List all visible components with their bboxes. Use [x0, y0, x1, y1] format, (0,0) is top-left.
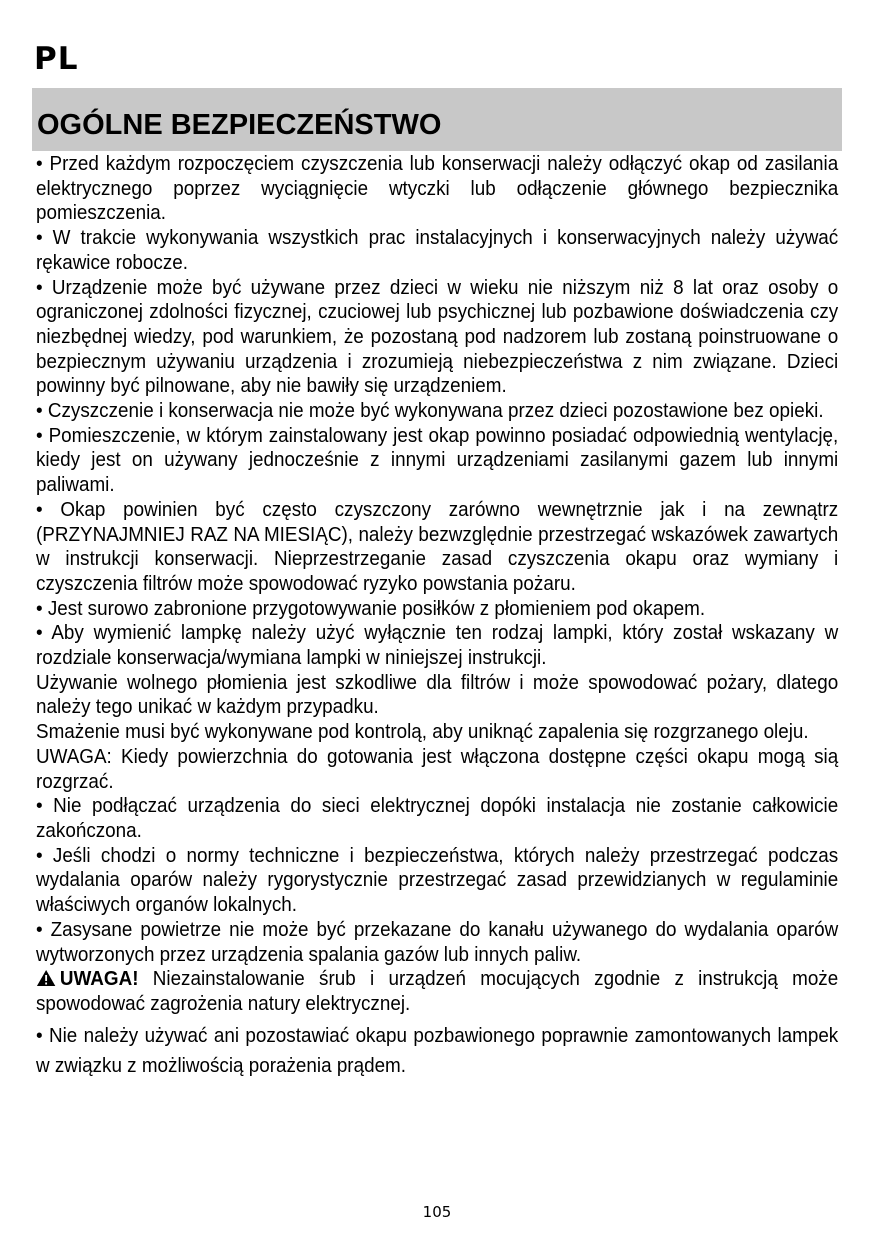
paragraph-final: • Nie należy używać ani pozostawiać okapu pozbawionego poprawnie zamontowanych lampek w związku z możliwością porażenia prądem. [36, 1023, 839, 1077]
paragraph-11: UWAGA: Kiedy powierzchnia do gotowania jest włączona dostępne części okapu mogą sią rozgrzać. [36, 744, 839, 793]
warning-text: Niezainstalowanie śrub i urządzeń mocujących zgodnie z instrukcją może spowodować zagrożenia natury elektrycznej. [36, 967, 839, 1015]
paragraph-2: • W trakcie wykonywania wszystkich prac instalacyjnych i konserwacyjnych należy używać rękawice robocze. [36, 226, 839, 274]
page-number: 105 [422, 1203, 452, 1221]
paragraph-8: • Aby wymienić lampkę należy użyć wyłącznie ten rodzaj lampki, który został wskazany w rozdziale konserwacja/wymiana lampki w niniejszej instrukcji. [36, 621, 839, 670]
paragraph-4: • Czyszczenie i konserwacja nie może być wykonywana przez dzieci pozostawione bez opieki. [36, 399, 824, 423]
paragraph-7: • Jest surowo zabronione przygotowywanie posiłków z płomieniem pod okapem. [36, 596, 706, 620]
paragraph-9: Używanie wolnego płomienia jest szkodliwe dla filtrów i może spowodować pożary, dlatego należy tego unikać w każdym przypadku. [36, 670, 839, 719]
safety-text [36, 152, 838, 1081]
paragraph-1: • Przed każdym rozpoczęciem czyszczenia lub konserwacji należy odłączyć okap od zasilania elektrycznego poprzez wyciągnięcie wtyczki lub odłączenie głównego bezpiecznika pomieszczenia. [36, 152, 839, 225]
section-title: OGÓLNE BEZPIECZEŃSTWO [37, 109, 442, 141]
paragraph-3: • Urządzenie może być używane przez dzieci w wieku nie niższym niż 8 lat oraz osoby o ograniczonej zdolności fizycznej, czuciowej lub psychicznej lub pozbawione doświadczenia czy niezbędnej wiedzy, pod warunkiem, że pozostaną pod nadzorem lub zostaną poinstruowane o bezpiecznym używaniu urządzenia i zrozumieją niebezpieczeństwa z nim związane. Dzieci powinny być pilnowane, aby nie bawiły się urządzeniem. [36, 275, 839, 398]
paragraph-6: • Okap powinien być często czyszczony zarówno wewnętrznie jak i na zewnątrz (PRZYNAJMNIEJ RAZ NA MIESIĄC), należy bezwzględnie przestrzegać wskazówek zawartych w instrukcji konserwacji. Nieprzestrzeganie zasad czyszczenia okapu oraz wymiany i czyszczenia filtrów może spowodować ryzyko powstania pożaru. [36, 497, 839, 595]
paragraph-12: • Nie podłączać urządzenia do sieci elektrycznej dopóki instalacja nie zostanie całkowicie zakończona. [36, 794, 839, 842]
paragraph-5: • Pomieszczenie, w którym zainstalowany jest okap powinno posiadać odpowiednią wentylację, kiedy jest on używany jednocześnie z innymi urządzeniami zasilanymi gazem lub innymi paliwami. [36, 423, 839, 497]
warning-paragraph [36, 967, 838, 1016]
paragraph-13: • Jeśli chodzi o normy techniczne i bezpieczeństwa, których należy przestrzegać podczas wydalania oparów należy rygorystycznie przestrzegać zasad przewidzianych w regulaminie właściwych organów lokalnych. [36, 843, 839, 917]
language-code: PL [34, 41, 79, 77]
warning-label: UWAGA! [59, 967, 139, 991]
paragraph-10: Smażenie musi być wykonywane pod kontrolą, aby uniknąć zapalenia się rozgrzanego oleju. [36, 720, 809, 744]
paragraph-14: • Zasysane powietrze nie może być przekazane do kanału używanego do wydalania oparów wytworzonych przez urządzenia spalania gazów lub innych paliw. [36, 917, 839, 966]
warning-triangle-icon [36, 969, 56, 987]
